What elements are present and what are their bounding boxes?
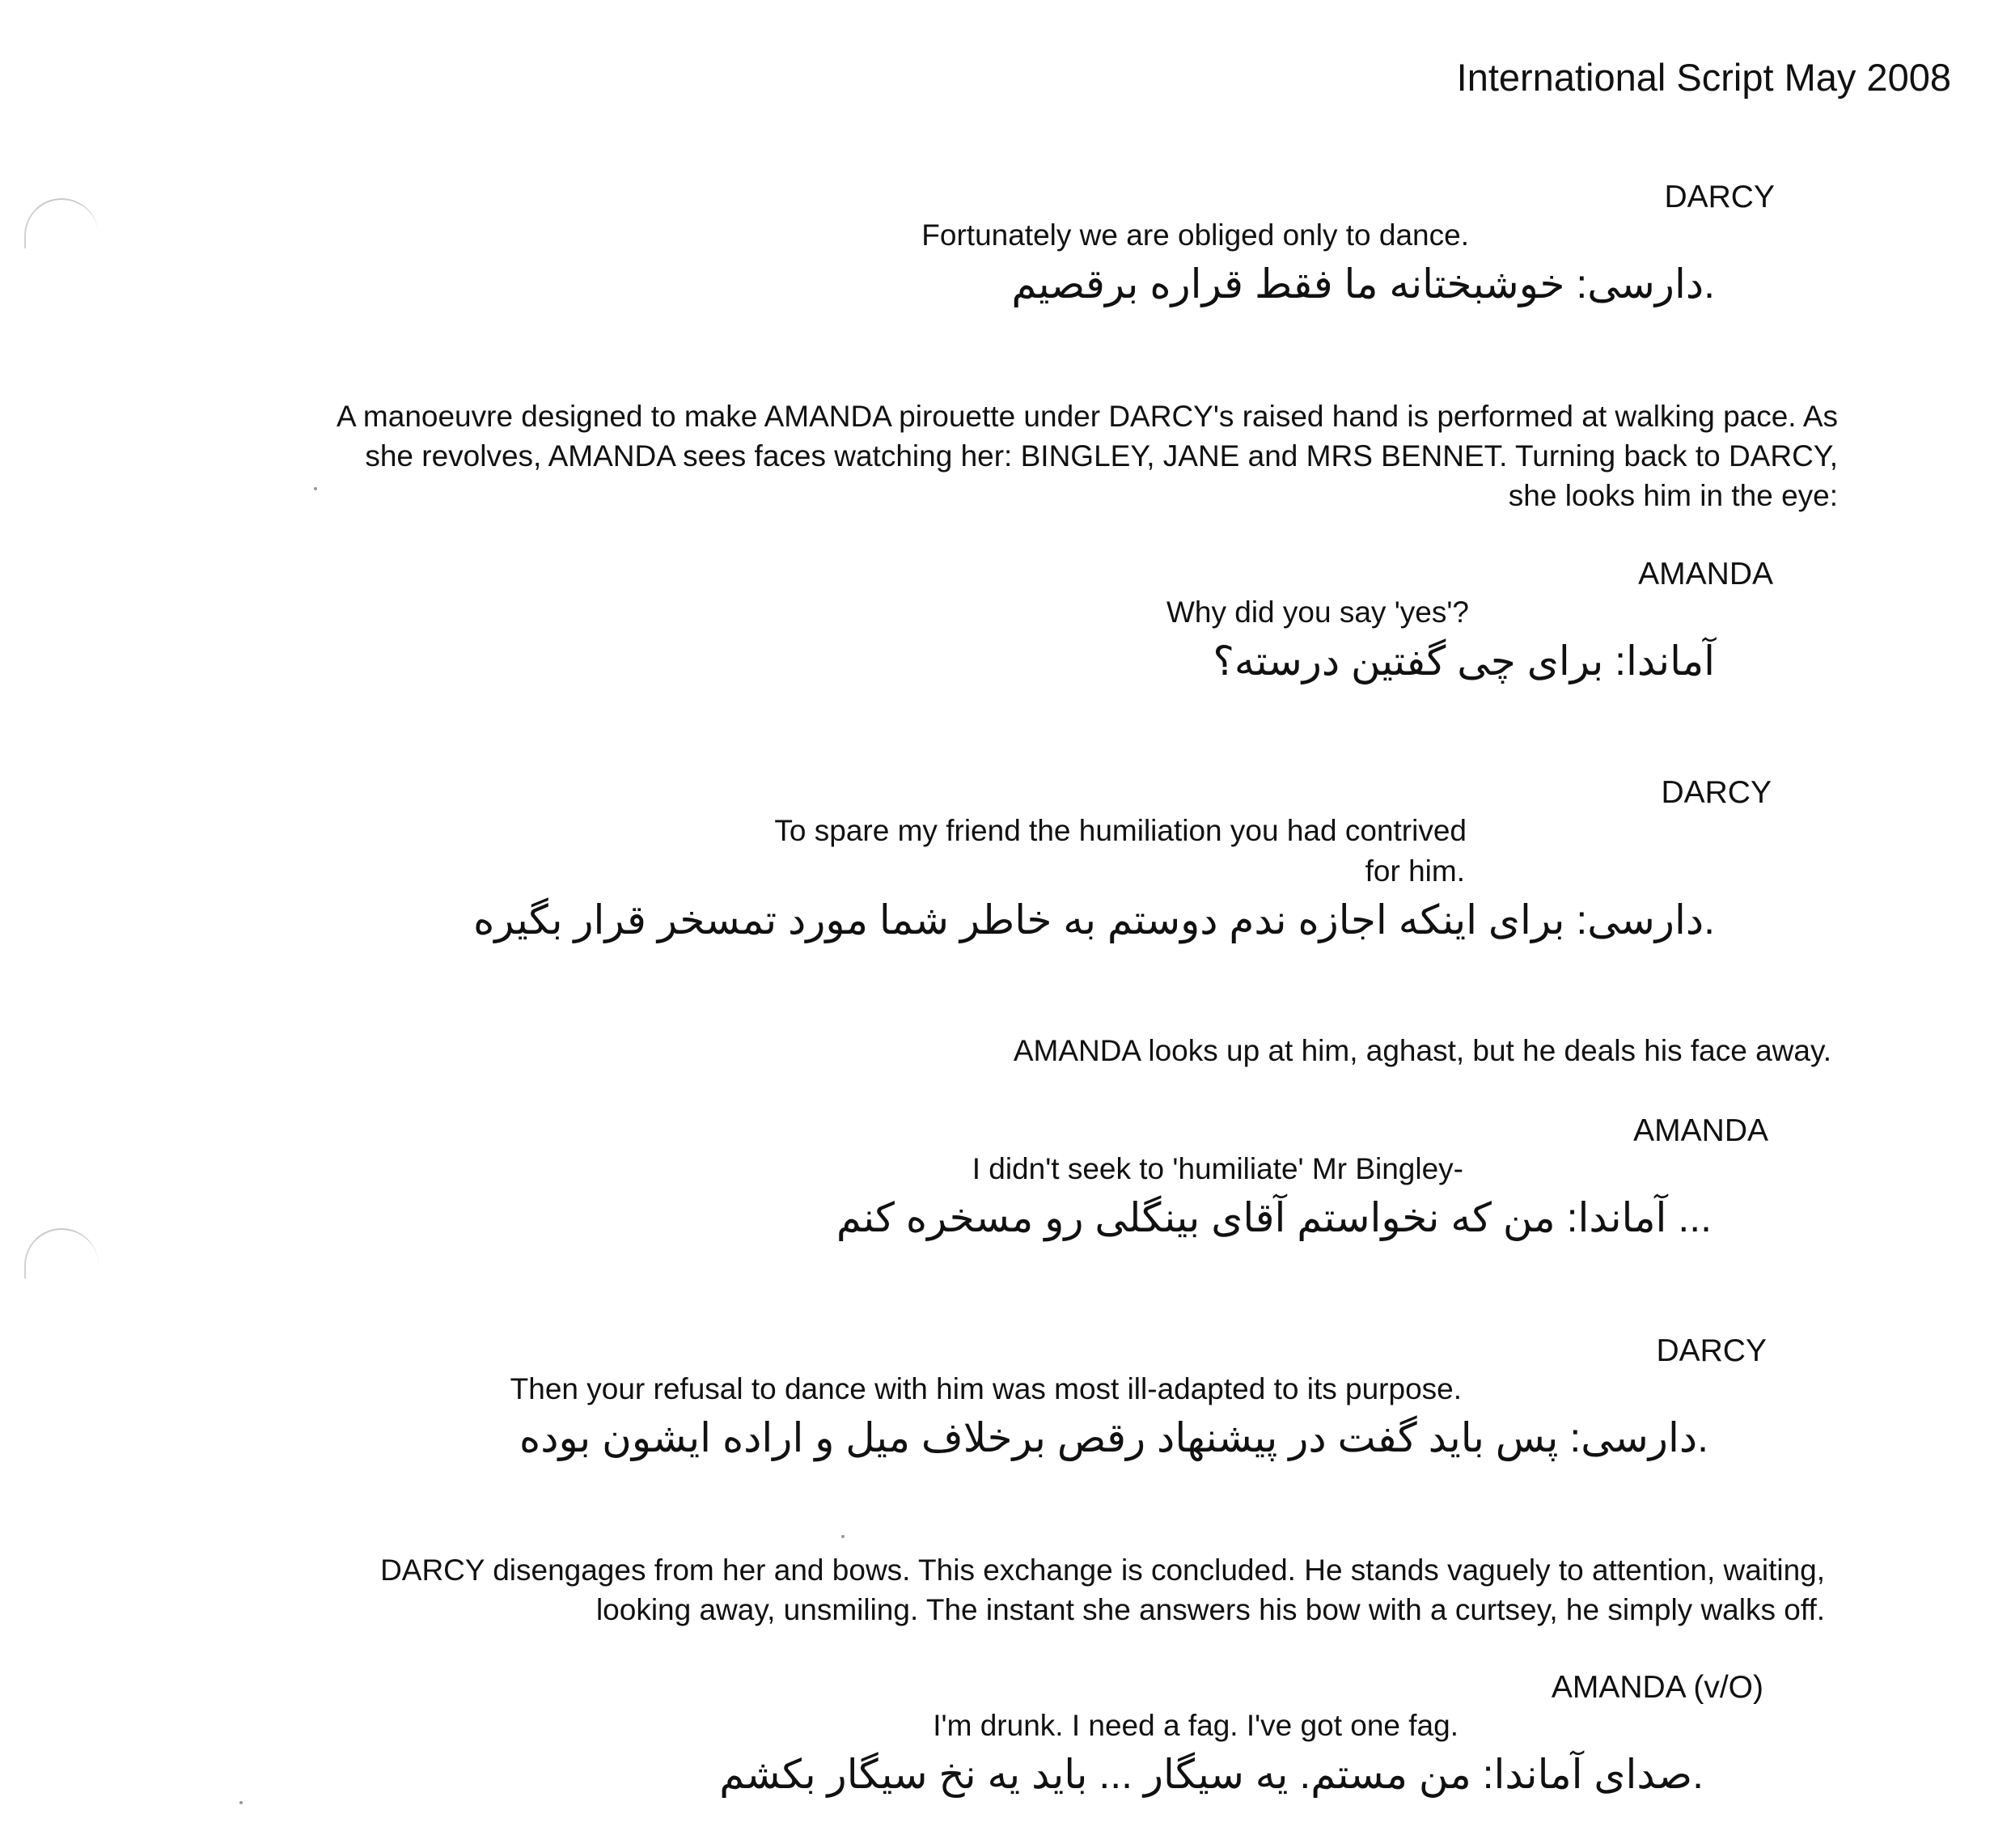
stage-direction-line: looking away, unsmiling. The instant she answers his bow with a curtsey, he simply walks off. (595, 1593, 1825, 1626)
stage-direction-line: she looks him in the eye: (1508, 479, 1838, 512)
scan-speck (314, 487, 317, 490)
scan-speck (841, 1535, 845, 1538)
character-cue-darcy: DARCY (1664, 180, 1775, 214)
dialogue-line: Why did you say 'yes'? (1166, 596, 1469, 629)
dialogue-line: for him. (1365, 854, 1465, 888)
farsi-translation: .دارسی: برای اینکه اجازه ندم دوستم به خاطر شما مورد تمسخر قرار بگیره (473, 897, 1715, 943)
dialogue-line: I didn't seek to 'humiliate' Mr Bingley- (972, 1152, 1463, 1185)
page-header-title: International Script May 2008 (1456, 56, 1951, 99)
farsi-translation: .صدای آماندا: من مستم. یه سیگار ... باید یه نخ سیگار بکشم (719, 1752, 1704, 1797)
dialogue-line: I'm drunk. I need a fag. I've got one fag. (933, 1709, 1459, 1742)
stage-direction-line: she revolves, AMANDA sees faces watching her: BINGLEY, JANE and MRS BENNET. Turning back to DARCY, (365, 439, 1838, 473)
character-cue-darcy: DARCY (1661, 775, 1772, 810)
stage-direction-line: DARCY disengages from her and bows. This exchange is concluded. He stands vaguely to attention, waiting, (380, 1553, 1825, 1587)
character-cue-amanda: AMANDA (1633, 1113, 1768, 1148)
character-cue-amanda: AMANDA (1638, 557, 1773, 591)
character-cue-amanda-vo: AMANDA (v/O) (1551, 1670, 1763, 1705)
farsi-translation: آماندا: برای چی گفتین درسته؟ (1213, 638, 1715, 684)
punch-hole-mark (24, 1228, 99, 1278)
character-cue-darcy: DARCY (1656, 1333, 1767, 1368)
farsi-translation: .دارسی: پس باید گفت در پیشنهاد رقص برخلاف میل و اراده ایشون بوده (519, 1415, 1708, 1460)
stage-direction-line: A manoeuvre designed to make AMANDA pirouette under DARCY's raised hand is performed at walking pace. As (337, 400, 1838, 433)
punch-hole-mark (24, 198, 99, 248)
farsi-translation: .دارسی: خوشبختانه ما فقط قراره برقصیم (1011, 261, 1715, 307)
stage-direction: AMANDA looks up at him, aghast, but he deals his face away. (1013, 1034, 1831, 1067)
scan-speck (239, 1801, 243, 1804)
dialogue-line: Then your refusal to dance with him was most ill-adapted to its purpose. (510, 1372, 1462, 1405)
dialogue-line: To spare my friend the humiliation you had contrived (774, 814, 1467, 847)
farsi-translation: ... آماندا: من که نخواستم آقای بینگلی رو مسخره کنم (836, 1195, 1712, 1240)
stage-direction (337, 396, 1838, 515)
stage-direction (380, 1550, 1825, 1630)
dialogue-line: Fortunately we are obliged only to dance. (921, 218, 1469, 252)
